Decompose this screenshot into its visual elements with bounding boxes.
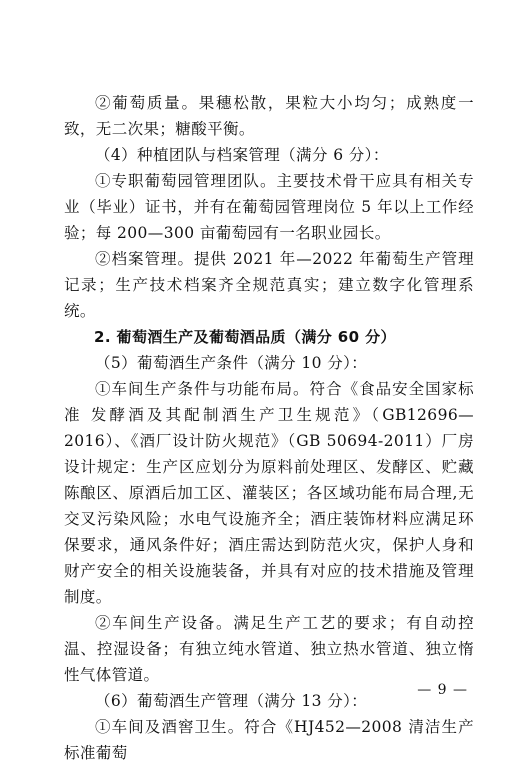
paragraph-grape-quality: ②葡萄质量。果穗松散，果粒大小均匀；成熟度一致，无二次果；糖酸平衡。: [64, 94, 474, 138]
paragraph-workshop-equipment: ②车间生产设备。满足生产工艺的要求；有自动控温、控湿设备；有独立纯水管道、独立热水管道、独立惰性气体管道。: [64, 614, 474, 684]
heading-production-conditions: （5）葡萄酒生产条件（满分 10 分）：: [95, 354, 368, 372]
document-body: [64, 90, 474, 766]
paragraph-archive-management: ②档案管理。提供 2021 年—2022 年葡萄生产管理记录；生产技术档案齐全规范真实；建立数字化管理系统。: [64, 250, 474, 320]
heading-production-management: （6）葡萄酒生产管理（满分 13 分）：: [95, 692, 368, 710]
paragraph-workshop-hygiene: ①车间及酒窖卫生。符合《HJ452—2008 清洁生产标准葡萄: [64, 718, 474, 762]
paragraph-workshop-layout: ①车间生产条件与功能布局。符合《食品安全国家标准 发酵酒及其配制酒生产卫生规范》（GB12696—2016）、《酒厂设计防火规范》（GB 50694-2011）厂房设计规定：生产区应划分为原料前处理区、发酵区、贮藏陈酿区、原酒后加工区、灌装区；各区域功能布局合理,无交叉污染风险；水电气设施齐全；酒庄装饰材料应满足环保要求，通风条件好；酒庄需达到防范火灾，保护人身和财产安全的相关设施装备，并具有对应的技术措施及管理制度。: [64, 380, 474, 606]
page-number: — 9 —: [417, 682, 468, 698]
section-heading-wine-production: 2. 葡萄酒生产及葡萄酒品质（满分 60 分）: [94, 328, 396, 346]
heading-planting-team: （4）种植团队与档案管理（满分 6 分）：: [95, 146, 389, 164]
paragraph-management-team: ①专职葡萄园管理团队。主要技术骨干应具有相关专业（毕业）证书，并有在葡萄园管理岗位 5 年以上工作经验；每 200—300 亩葡萄园有一名职业园长。: [64, 172, 474, 242]
